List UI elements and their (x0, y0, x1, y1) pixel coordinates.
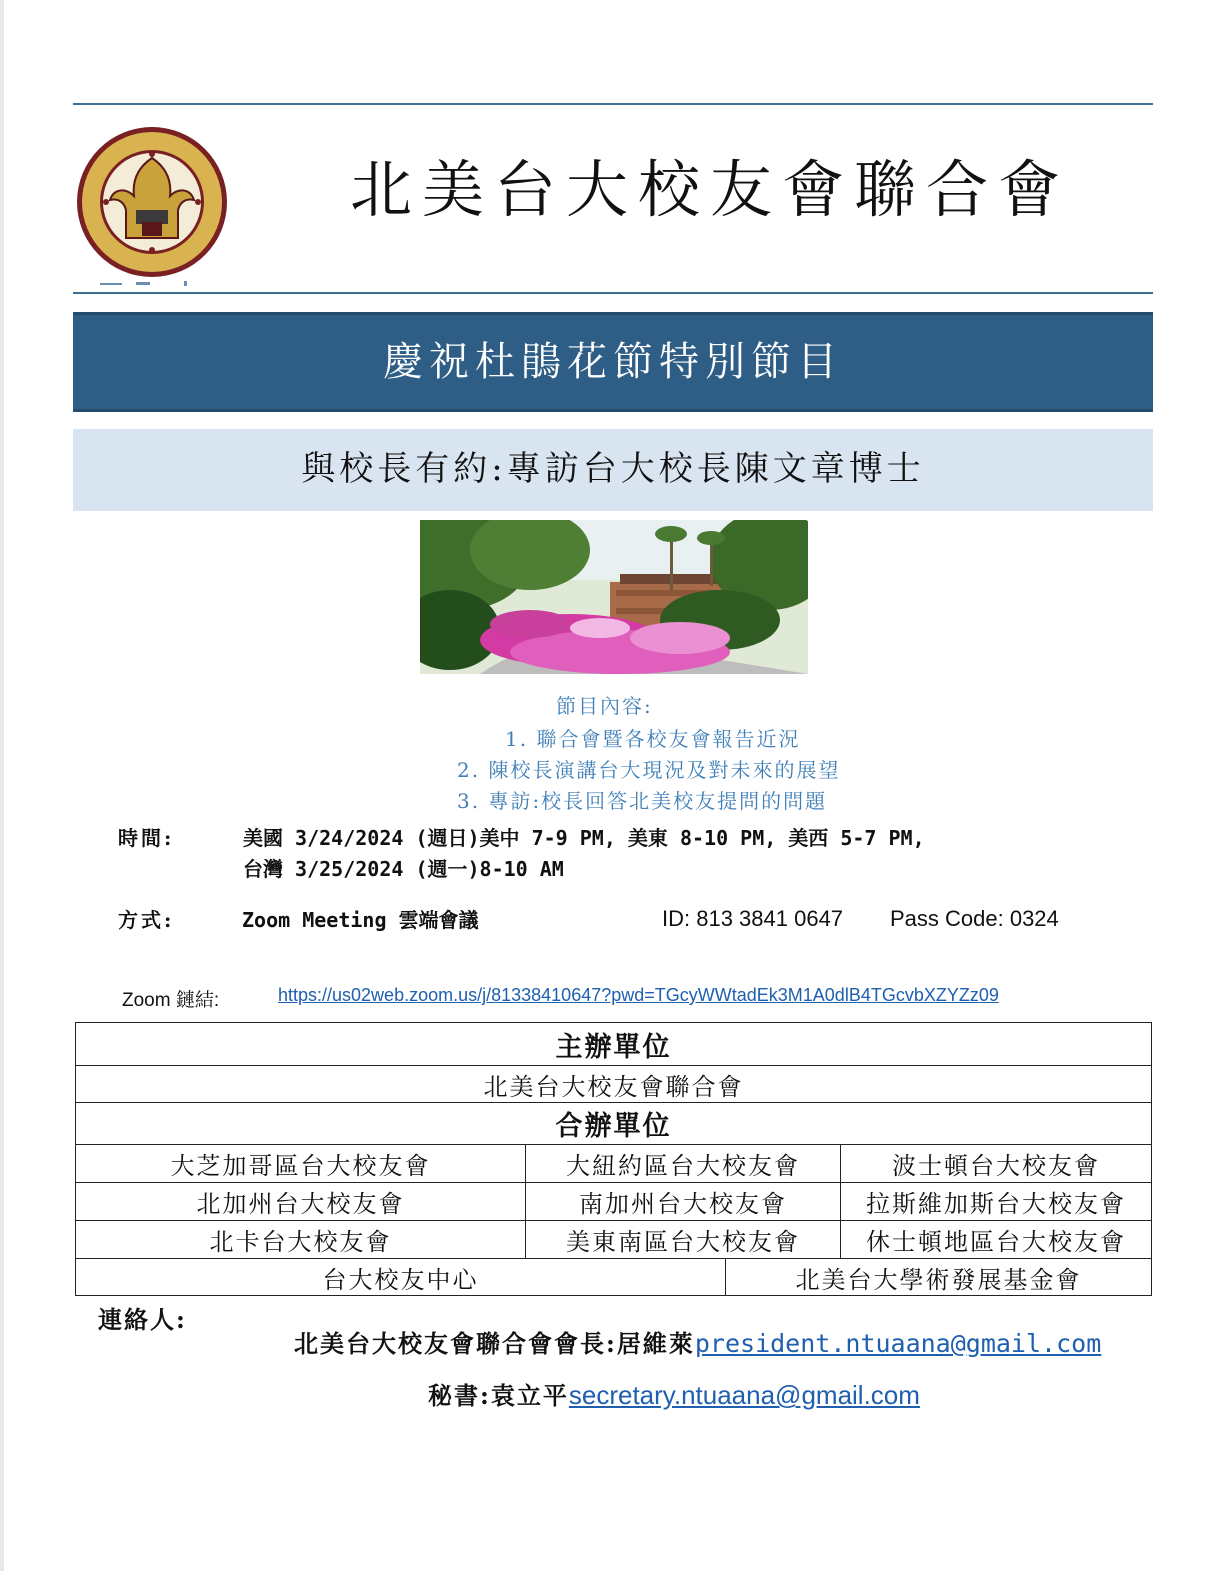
university-seal-logo (76, 126, 228, 278)
cohost-cell: 拉斯維加斯台大校友會 (841, 1183, 1152, 1221)
secretary-title: 秘書:袁立平 (428, 1381, 569, 1410)
cohost-cell: 美東南區台大校友會 (526, 1221, 841, 1259)
organization-title: 北美台大校友會聯合會 (349, 153, 1070, 226)
subtitle-banner: 與校長有約:專訪台大校長陳文章博士 (73, 429, 1153, 511)
campus-azalea-photo (420, 520, 808, 674)
host-heading: 主辦單位 (76, 1023, 1152, 1066)
contact-label: 連絡人: (98, 1305, 187, 1334)
program-item: 3. 專訪:校長回答北美校友提問的問題 (457, 789, 828, 813)
header-top-rule (73, 103, 1153, 105)
organizers-table (75, 1022, 1152, 1296)
meeting-passcode: Pass Code: 0324 (890, 906, 1059, 931)
zoom-meeting-link[interactable]: https://us02web.zoom.us/j/81338410647?pwd=TGcyWWtadEk3M1A0dlB4TGcvbXZYZz09 (278, 985, 999, 1005)
program-item: 2. 陳校長演講台大現況及對未來的展望 (457, 758, 841, 782)
cohost-cell: 休士頓地區台大校友會 (841, 1221, 1152, 1259)
program-item: 1. 聯合會暨各校友會報告近況 (505, 727, 801, 751)
program-heading: 節目內容: (556, 694, 653, 718)
zoom-link-label: Zoom 鏈結: (122, 990, 220, 1011)
cohost-heading: 合辦單位 (76, 1103, 1152, 1145)
meeting-id: ID: 813 3841 0647 (662, 906, 844, 931)
president-email-link[interactable]: president.ntuaana@gmail.com (694, 1329, 1102, 1358)
time-label: 時間: (118, 826, 175, 850)
president-contact (294, 1324, 1101, 1359)
page-edge (0, 0, 4, 1571)
cohost-cell: 大芝加哥區台大校友會 (76, 1145, 526, 1183)
time-line-us: 美國 3/24/2024 (週日)美中 7-9 PM, 美東 8-10 PM, 美西 5-7 PM, (243, 826, 925, 850)
cohost-cell: 台大校友中心 (76, 1259, 726, 1296)
event-title-banner: 慶祝杜鵑花節特別節目 (73, 312, 1153, 412)
secretary-email-link[interactable]: secretary.ntuaana@gmail.com (568, 1380, 920, 1410)
cohost-cell: 北卡台大校友會 (76, 1221, 526, 1259)
president-title: 北美台大校友會聯合會會長:居維萊 (294, 1329, 695, 1358)
host-organization: 北美台大校友會聯合會 (76, 1066, 1152, 1103)
method-label: 方式: (118, 908, 175, 932)
cohost-cell: 北加州台大校友會 (76, 1183, 526, 1221)
method-value: Zoom Meeting 雲端會議 (242, 908, 479, 932)
secretary-contact (428, 1376, 920, 1411)
cohost-cell: 南加州台大校友會 (526, 1183, 841, 1221)
seal-caption-fragment (100, 280, 190, 288)
cohost-cell: 北美台大學術發展基金會 (726, 1259, 1152, 1296)
cohost-cell: 波士頓台大校友會 (841, 1145, 1152, 1183)
time-line-taiwan: 台灣 3/25/2024 (週一)8-10 AM (243, 857, 564, 881)
cohost-cell: 大紐約區台大校友會 (526, 1145, 841, 1183)
header-bottom-rule (73, 292, 1153, 294)
